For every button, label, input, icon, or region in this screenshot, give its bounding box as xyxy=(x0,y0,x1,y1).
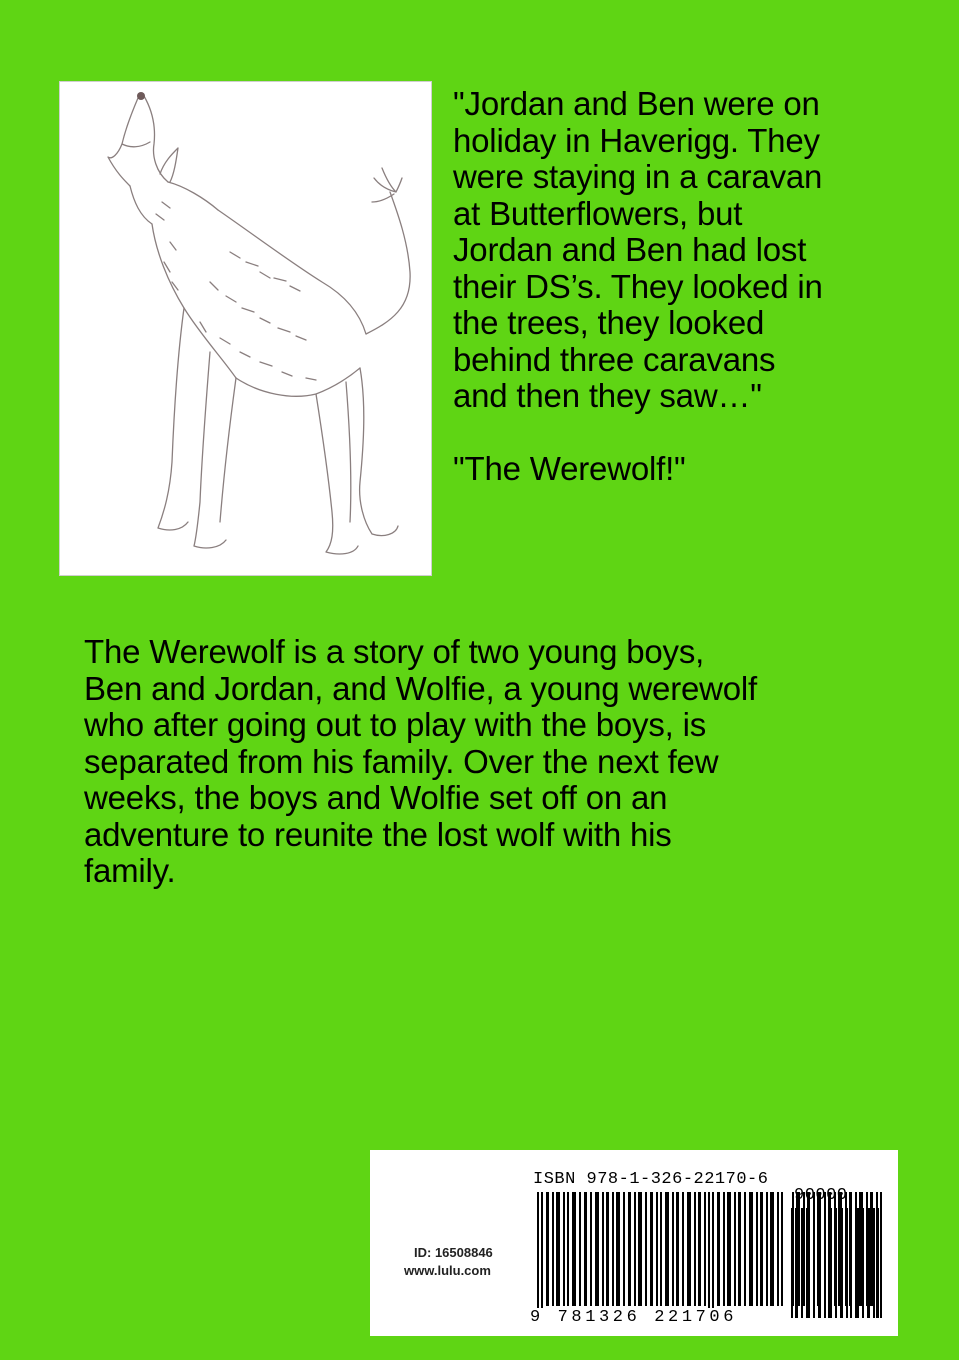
werewolf-illustration xyxy=(60,82,431,575)
price-code: 90000 xyxy=(794,1186,848,1205)
isbn-label: ISBN 978-1-326-22170-6 xyxy=(533,1170,769,1189)
story-excerpt xyxy=(453,86,923,487)
lulu-id: ID: 16508846 xyxy=(414,1245,493,1260)
lulu-url: www.lulu.com xyxy=(404,1263,491,1278)
excerpt-paragraph: "Jordan and Ben were on holiday in Haverigg. They were staying in a caravan at Butterflowers, but Jordan and Ben had lost their DS’s. They looked in the trees, they looked behind three caravans and then they saw…" xyxy=(453,85,823,414)
howling-werewolf-sketch-icon xyxy=(60,82,431,575)
ean-digits: 9 781326 221706 xyxy=(530,1308,738,1327)
book-blurb: The Werewolf is a story of two young boys, Ben and Jordan, and Wolfie, a young werewolf who after going out to play with the boys, is separated from his family. Over the next few weeks, the boys and Wolfie set off on an adventure to reunite the lost wolf with his family. xyxy=(84,633,758,889)
excerpt-exclamation: "The Werewolf!" xyxy=(453,449,686,487)
barcode-panel xyxy=(370,1150,898,1336)
